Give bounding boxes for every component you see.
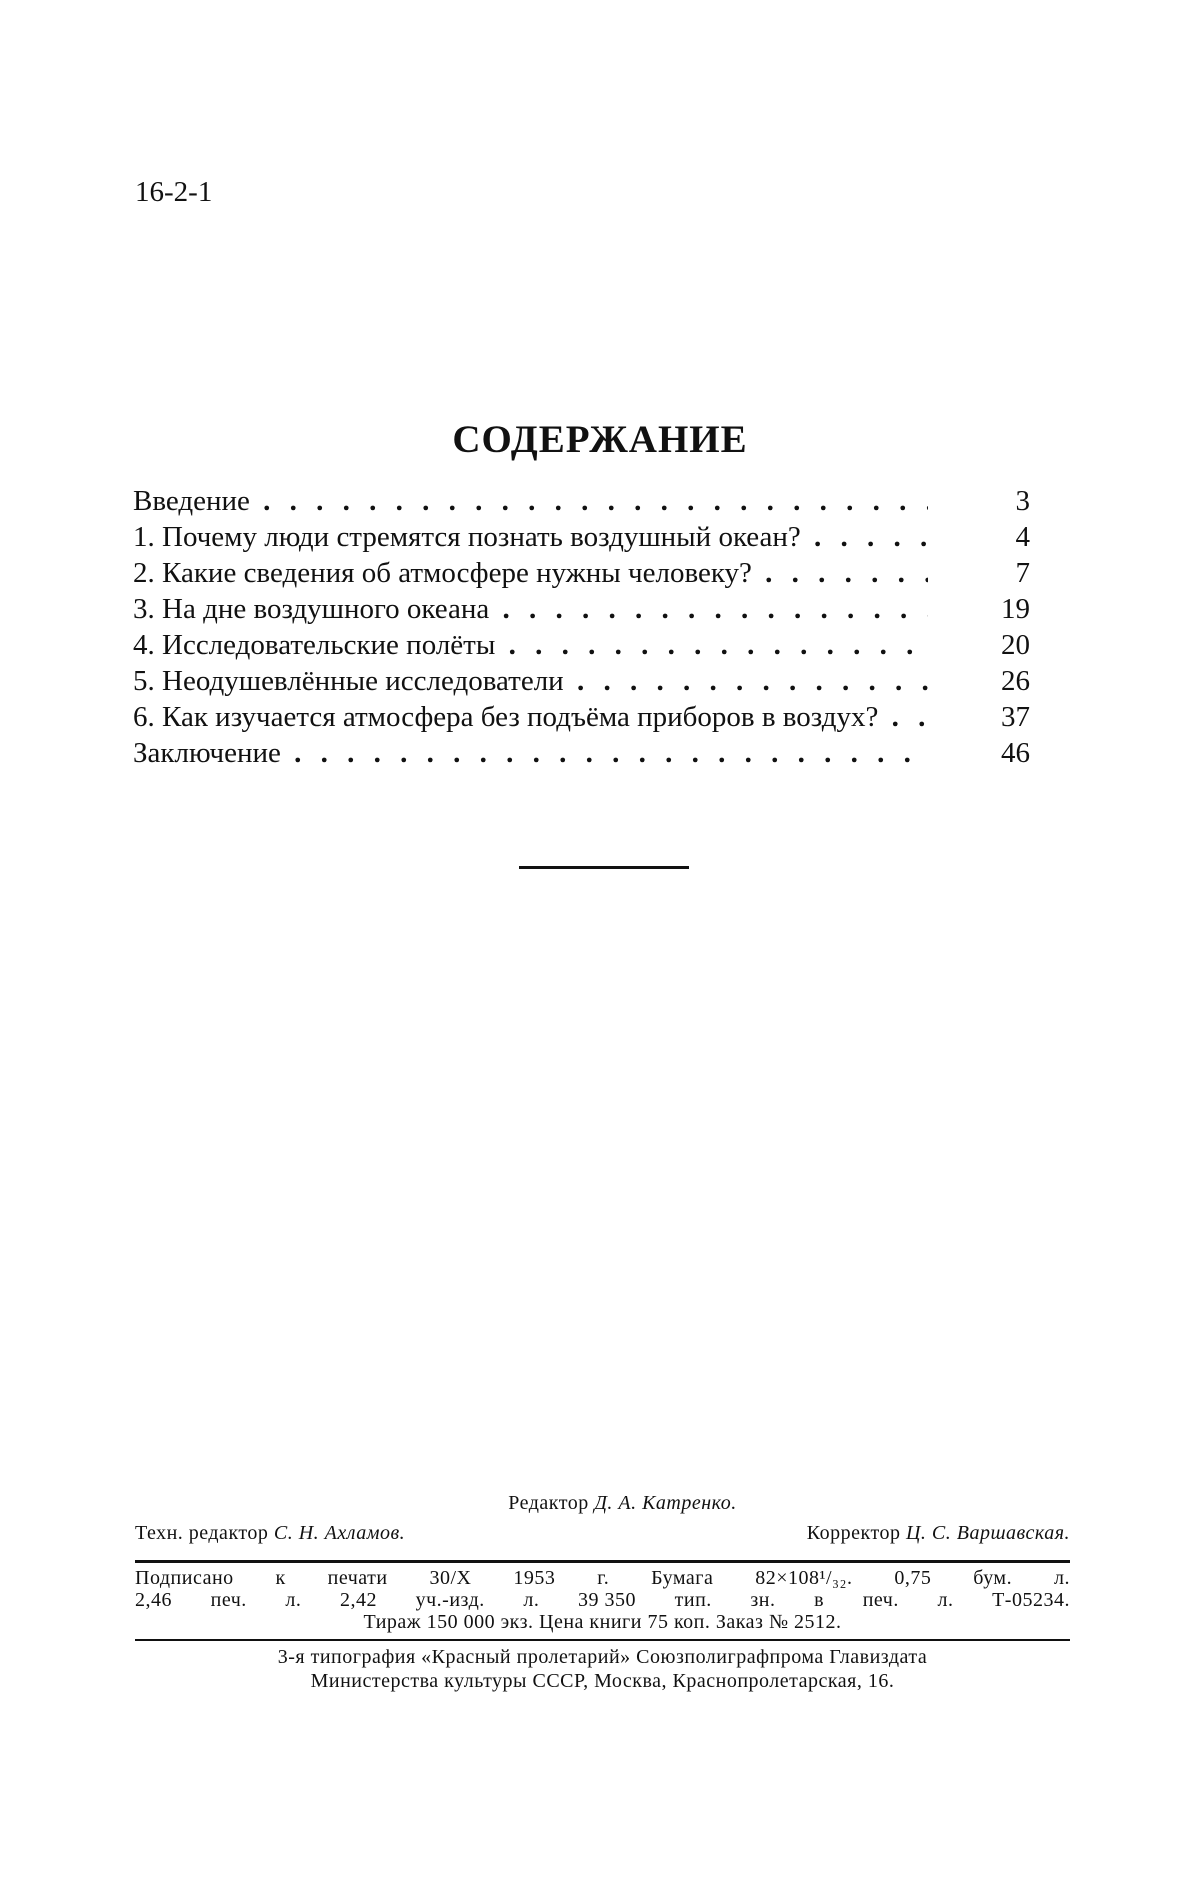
toc-entry-label: 5. Неодушевлённые исследователи xyxy=(133,665,564,697)
proofreader xyxy=(807,1518,1070,1548)
printer-line-1: 3-я типография «Красный пролетарий» Союзполиграфпрома Главиздата xyxy=(277,1646,928,1668)
editor-name: Д. А. Катренко. xyxy=(594,1492,737,1514)
signed-word: л. xyxy=(285,1589,302,1611)
toc-entry xyxy=(133,627,1038,663)
signed-word: 82×108¹/₃₂. xyxy=(755,1567,853,1589)
tech-editor xyxy=(135,1518,405,1548)
signed-word: зн. xyxy=(750,1589,776,1611)
signed-word: л. xyxy=(937,1589,954,1611)
toc-entry xyxy=(133,735,1038,771)
signature-code: 16-2-1 xyxy=(135,176,213,208)
toc-entry-page: 20 xyxy=(1001,629,1030,661)
signed-word: Бумага xyxy=(651,1567,714,1589)
toc-entry-label: 6. Как изучается атмосфера без подъёма приборов в воздух? xyxy=(133,701,879,733)
signed-word: бум. xyxy=(973,1567,1013,1589)
toc-title: СОДЕРЖАНИЕ xyxy=(452,418,748,461)
signed-word: 39 350 xyxy=(578,1589,636,1611)
printer-line-2: Министерства культуры СССР, Москва, Краснопролетарская, 16. xyxy=(310,1670,895,1692)
toc-entry-page: 46 xyxy=(1001,737,1030,769)
signed-word: 2,42 xyxy=(340,1589,377,1611)
editor-line xyxy=(135,1488,1070,1518)
signed-word: л. xyxy=(1053,1567,1070,1589)
toc-list xyxy=(133,483,1038,771)
toc-entry-page: 37 xyxy=(1001,701,1030,733)
toc-entry-label: 3. На дне воздушного океана xyxy=(133,593,490,625)
signed-row-2 xyxy=(135,1589,1070,1611)
imprint-rule-bottom xyxy=(135,1639,1070,1641)
signed-row-1 xyxy=(135,1567,1070,1589)
toc-entry-page: 26 xyxy=(1001,665,1030,697)
proofreader-name: Ц. С. Варшавская. xyxy=(905,1522,1070,1544)
toc-entry-label: Заключение xyxy=(133,737,281,769)
signed-word: л. xyxy=(523,1589,540,1611)
toc-entry-label: Введение xyxy=(133,485,250,517)
editor-label: Редактор xyxy=(508,1492,589,1514)
signed-word: Подписано xyxy=(135,1567,234,1589)
signed-word: г. xyxy=(597,1567,610,1589)
signed-word: уч.-изд. xyxy=(415,1589,485,1611)
signed-word: 2,46 xyxy=(135,1589,172,1611)
toc-entry-page: 3 xyxy=(1015,485,1030,517)
tech-editor-name: С. Н. Ахламов. xyxy=(273,1522,406,1544)
signed-word: 30/X xyxy=(429,1567,472,1589)
toc-entry-label: 2. Какие сведения об атмосфере нужны человеку? xyxy=(133,557,752,589)
toc-entry xyxy=(133,591,1038,627)
imprint-rule-top xyxy=(135,1560,1070,1563)
signed-word: 0,75 xyxy=(894,1567,932,1589)
signed-word: 1953 xyxy=(513,1567,556,1589)
toc-entry-page: 4 xyxy=(1015,521,1030,553)
toc-entry-page: 19 xyxy=(1001,593,1030,625)
circulation-line: Тираж 150 000 экз. Цена книги 75 коп. Заказ № 2512. xyxy=(363,1611,842,1633)
toc-entry-label: 4. Исследовательские полёты xyxy=(133,629,496,661)
staff-line xyxy=(135,1518,1070,1548)
signed-word: к xyxy=(275,1567,286,1589)
toc-entry xyxy=(133,519,1038,555)
section-divider xyxy=(519,866,689,869)
toc-entry-page: 7 xyxy=(1015,557,1030,589)
toc-entry xyxy=(133,699,1038,735)
signed-word: в xyxy=(814,1589,825,1611)
proofreader-label: Корректор xyxy=(806,1522,901,1544)
toc-entry xyxy=(133,483,1038,519)
toc-entry-label: 1. Почему люди стремятся познать воздушный океан? xyxy=(133,521,801,553)
signed-word: тип. xyxy=(674,1589,712,1611)
imprint-block xyxy=(135,1488,1070,1693)
toc-entry xyxy=(133,555,1038,591)
signed-word: печ. xyxy=(862,1589,899,1611)
signed-word: печ. xyxy=(210,1589,247,1611)
toc-entry xyxy=(133,663,1038,699)
signed-word: печати xyxy=(327,1567,388,1589)
tech-editor-label: Техн. редактор xyxy=(135,1522,269,1544)
signed-word: Т-05234. xyxy=(992,1589,1070,1611)
